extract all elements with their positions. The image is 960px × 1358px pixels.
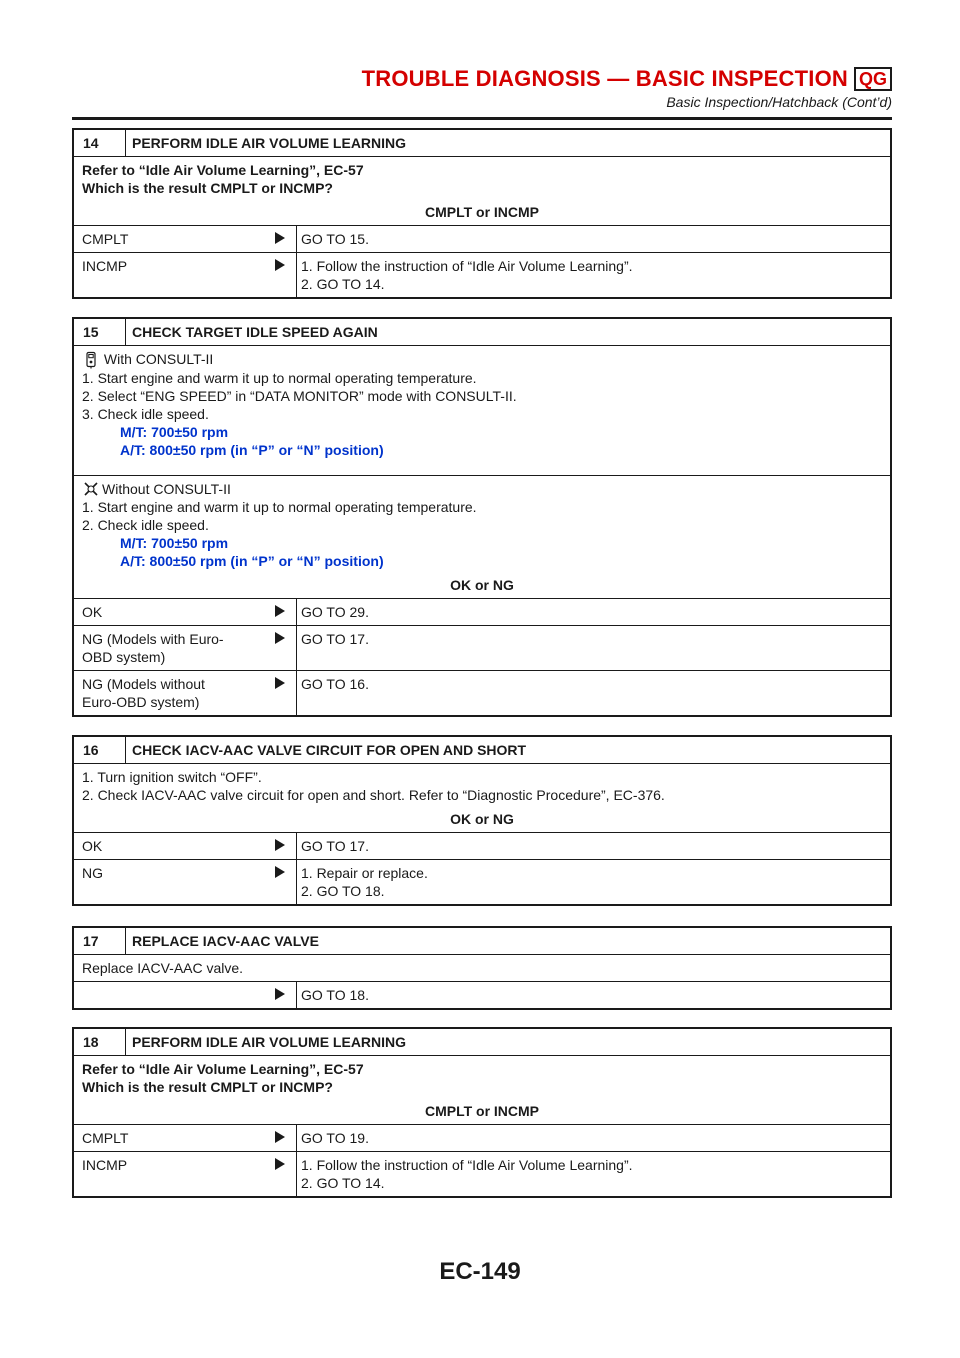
step-line: 1. Turn ignition switch “OFF”. bbox=[82, 769, 262, 785]
result-condition: CMPLT bbox=[82, 231, 129, 247]
with-consult-heading bbox=[82, 350, 882, 369]
step-line: 1. Start engine and warm it up to normal operating temperature. bbox=[82, 370, 477, 387]
action-line: 1. Repair or replace. bbox=[301, 865, 428, 881]
page-title: TROUBLE DIAGNOSIS — BASIC INSPECTION bbox=[361, 66, 848, 91]
step-question: OK or NG bbox=[450, 811, 514, 827]
result-row bbox=[74, 982, 890, 1008]
spacer bbox=[82, 459, 882, 471]
without-consult-section bbox=[74, 476, 890, 599]
condition-line: Euro-OBD system) bbox=[82, 694, 200, 711]
condition-line: OBD system) bbox=[82, 649, 166, 666]
arrow-right-icon bbox=[264, 599, 296, 625]
step-18 bbox=[72, 1027, 892, 1198]
step-header bbox=[74, 130, 890, 157]
result-action: GO TO 29. bbox=[296, 599, 890, 625]
result-row bbox=[74, 226, 890, 253]
with-consult-section bbox=[74, 346, 890, 476]
step-title: REPLACE IACV-AAC VALVE bbox=[132, 933, 319, 949]
step-header bbox=[74, 319, 890, 346]
action-line: GO TO 17. bbox=[301, 838, 369, 854]
section-badge: QG bbox=[854, 67, 892, 91]
step-line: Which is the result CMPLT or INCMP? bbox=[82, 1079, 333, 1095]
step-number: 15 bbox=[74, 319, 126, 345]
action-line: 2. GO TO 14. bbox=[301, 1175, 385, 1191]
result-row bbox=[74, 1125, 890, 1152]
page-subtitle: Basic Inspection/Hatchback (Cont’d) bbox=[666, 94, 892, 110]
result-condition bbox=[74, 671, 264, 715]
action-line: GO TO 19. bbox=[301, 1130, 369, 1146]
without-consult-label: Without CONSULT-II bbox=[102, 481, 231, 498]
result-action: GO TO 17. bbox=[296, 626, 890, 670]
consult-tool-icon bbox=[82, 351, 100, 369]
arrow-right-icon bbox=[264, 626, 296, 670]
spec-mt: M/T: 700±50 rpm bbox=[120, 424, 229, 441]
step-body bbox=[74, 157, 890, 226]
no-tool-icon bbox=[82, 480, 100, 498]
result-condition: CMPLT bbox=[82, 1130, 129, 1146]
step-title: PERFORM IDLE AIR VOLUME LEARNING bbox=[132, 1034, 407, 1050]
step-header bbox=[74, 737, 890, 764]
step-15 bbox=[72, 317, 892, 717]
step-line: Refer to “Idle Air Volume Learning”, EC-57 bbox=[82, 1061, 364, 1077]
result-action: GO TO 16. bbox=[296, 671, 890, 715]
page-header bbox=[72, 66, 892, 120]
with-consult-label: With CONSULT-II bbox=[103, 351, 214, 367]
step-line: Refer to “Idle Air Volume Learning”, EC-57 bbox=[82, 162, 364, 178]
arrow-right-icon bbox=[264, 226, 296, 252]
result-row bbox=[74, 599, 890, 626]
header-rule bbox=[72, 117, 892, 120]
action-line: 2. GO TO 14. bbox=[301, 276, 385, 292]
step-16 bbox=[72, 735, 892, 906]
step-title: CHECK TARGET IDLE SPEED AGAIN bbox=[132, 324, 378, 340]
action-line: 2. GO TO 18. bbox=[301, 883, 385, 899]
result-action bbox=[296, 833, 890, 859]
arrow-right-icon bbox=[264, 1125, 296, 1151]
arrow-right-icon bbox=[264, 671, 296, 715]
step-line: 2. Check idle speed. bbox=[82, 517, 209, 534]
step-title: PERFORM IDLE AIR VOLUME LEARNING bbox=[132, 135, 407, 151]
action-line: 1. Follow the instruction of “Idle Air Volume Learning”. bbox=[301, 1157, 633, 1173]
step-title: CHECK IACV-AAC VALVE CIRCUIT FOR OPEN AND SHORT bbox=[132, 742, 527, 758]
step-header bbox=[74, 928, 890, 955]
result-action bbox=[296, 1152, 890, 1196]
spec-at: A/T: 800±50 rpm (in “P” or “N” position) bbox=[120, 442, 384, 459]
step-line: Which is the result CMPLT or INCMP? bbox=[82, 180, 333, 196]
step-body bbox=[74, 764, 890, 833]
arrow-right-icon bbox=[264, 253, 296, 297]
step-line: 2. Select “ENG SPEED” in “DATA MONITOR” mode with CONSULT-II. bbox=[82, 388, 517, 405]
page-number: EC-149 bbox=[439, 1258, 521, 1285]
result-row bbox=[74, 860, 890, 904]
step-body bbox=[74, 1056, 890, 1125]
result-condition bbox=[74, 982, 264, 1008]
result-action bbox=[296, 253, 890, 297]
spec-at: A/T: 800±50 rpm (in “P” or “N” position) bbox=[120, 553, 384, 570]
step-number: 14 bbox=[74, 130, 126, 156]
result-condition: INCMP bbox=[82, 1157, 128, 1173]
without-consult-heading bbox=[82, 480, 882, 498]
result-action bbox=[296, 860, 890, 904]
spec-mt: M/T: 700±50 rpm bbox=[120, 535, 229, 552]
step-number: 17 bbox=[74, 928, 126, 954]
step-17 bbox=[72, 926, 892, 1010]
arrow-right-icon bbox=[264, 1152, 296, 1196]
condition-line: OK bbox=[82, 604, 103, 621]
result-row bbox=[74, 833, 890, 860]
arrow-right-icon bbox=[264, 833, 296, 859]
step-line: 2. Check IACV-AAC valve circuit for open and short. Refer to “Diagnostic Procedure”, EC-376. bbox=[82, 787, 665, 803]
result-row bbox=[74, 1152, 890, 1196]
result-row bbox=[74, 626, 890, 671]
result-condition bbox=[74, 599, 264, 625]
condition-line: NG (Models with Euro- bbox=[82, 631, 224, 648]
step-question: CMPLT or INCMP bbox=[424, 204, 540, 220]
step-question: OK or NG bbox=[450, 577, 514, 594]
step-body bbox=[74, 955, 890, 982]
result-action: GO TO 18. bbox=[296, 982, 890, 1008]
arrow-right-icon bbox=[264, 982, 296, 1008]
step-number: 18 bbox=[74, 1029, 126, 1055]
step-line: Replace IACV-AAC valve. bbox=[82, 960, 244, 976]
step-question: CMPLT or INCMP bbox=[424, 1103, 540, 1119]
step-header bbox=[74, 1029, 890, 1056]
condition-line: NG (Models without bbox=[82, 676, 205, 693]
result-condition bbox=[74, 626, 264, 670]
step-line: 1. Start engine and warm it up to normal operating temperature. bbox=[82, 499, 477, 516]
step-line: 3. Check idle speed. bbox=[82, 406, 209, 423]
step-number: 16 bbox=[74, 737, 126, 763]
step-14 bbox=[72, 128, 892, 299]
title-row bbox=[72, 66, 892, 92]
result-condition: INCMP bbox=[82, 258, 128, 274]
result-action bbox=[296, 226, 890, 252]
result-condition: NG bbox=[82, 865, 103, 881]
action-line: 1. Follow the instruction of “Idle Air Volume Learning”. bbox=[301, 258, 633, 274]
result-row bbox=[74, 671, 890, 715]
result-action bbox=[296, 1125, 890, 1151]
result-condition: OK bbox=[82, 838, 103, 854]
arrow-right-icon bbox=[264, 860, 296, 904]
action-line: GO TO 15. bbox=[301, 231, 369, 247]
result-row bbox=[74, 253, 890, 297]
